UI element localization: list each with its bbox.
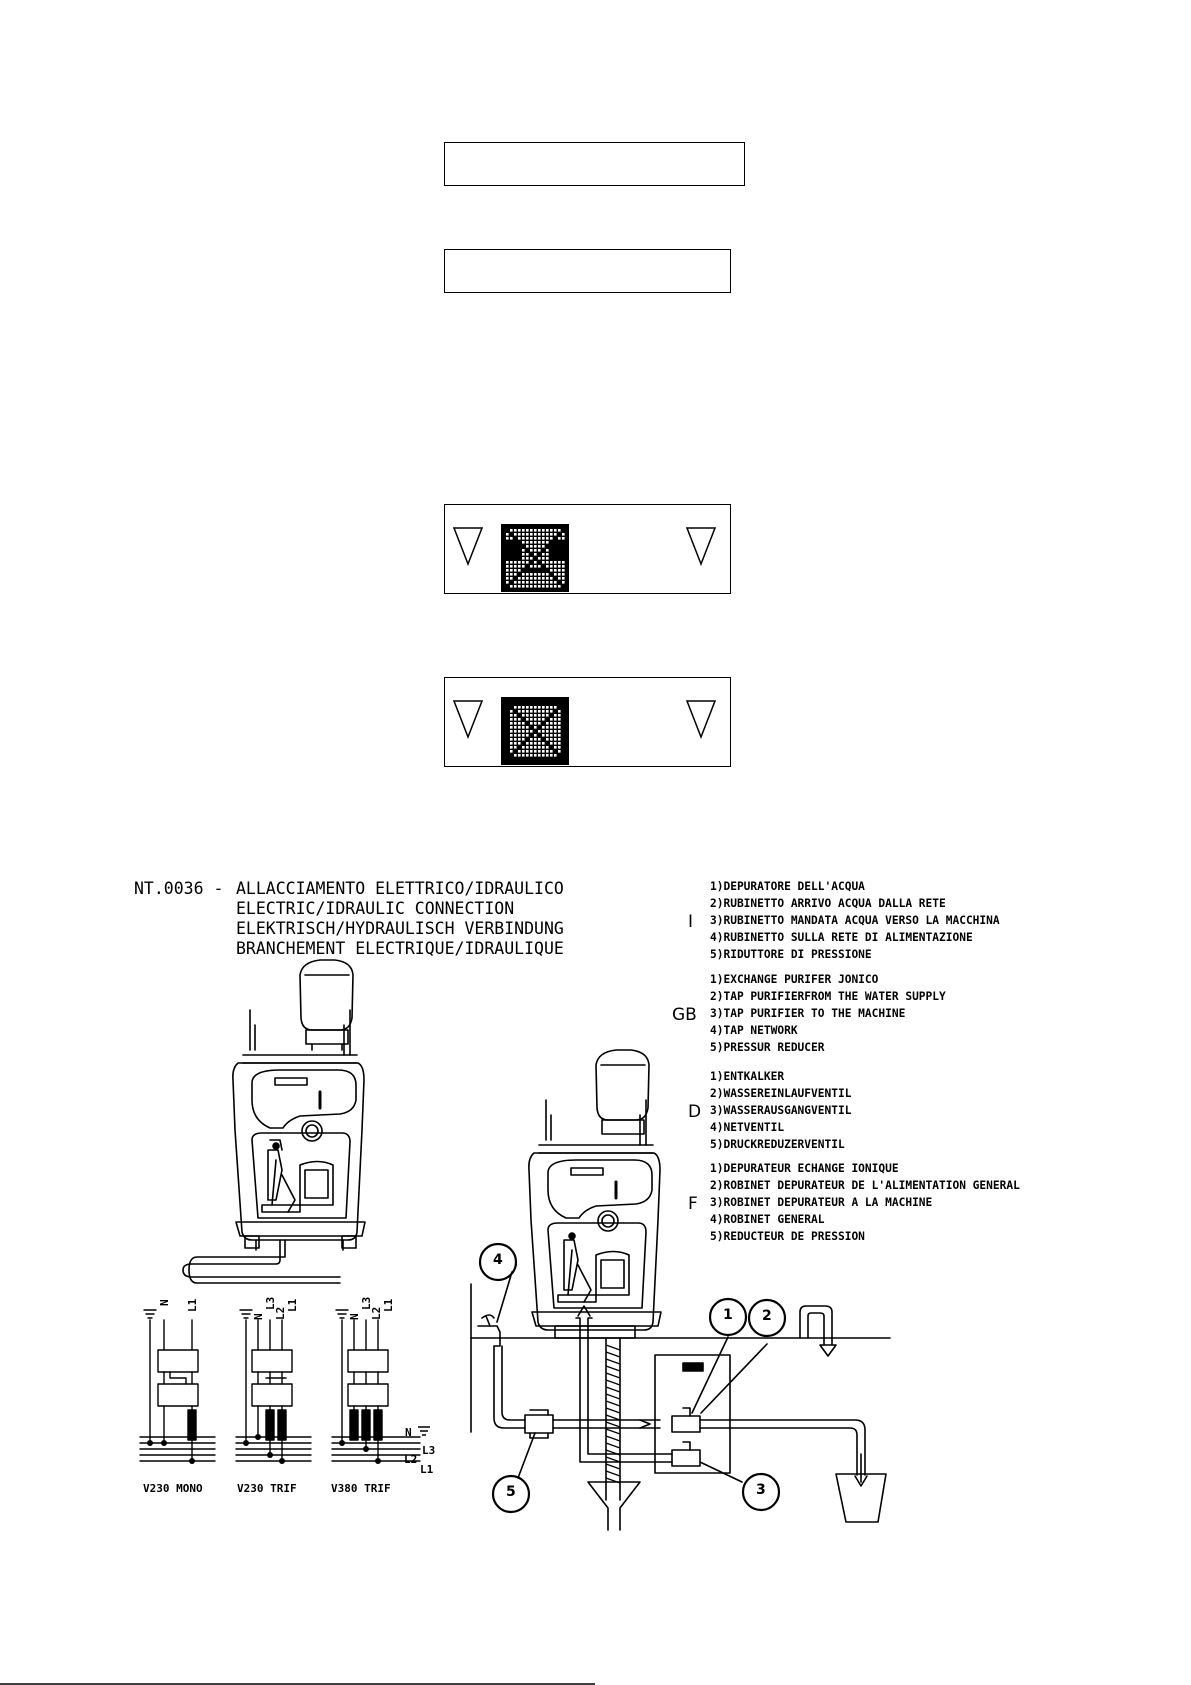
callout-number: 2 xyxy=(762,1308,772,1324)
plumbing-diagram xyxy=(471,1272,890,1530)
legend-item: 3)TAP PURIFIER TO THE MACHINE xyxy=(710,1007,906,1020)
document-code: NT.0036 - xyxy=(134,879,224,898)
bus-label: L2 xyxy=(404,1453,418,1466)
legend-item: 1)DEPURATEUR ECHANGE IONIQUE xyxy=(710,1162,899,1175)
callout-number: 1 xyxy=(723,1307,733,1323)
terminal-label: N xyxy=(158,1299,171,1306)
terminal-label: L3 xyxy=(360,1296,373,1310)
legend-item: 2)ROBINET DEPURATEUR DE L'ALIMENTATION GENERAL xyxy=(710,1179,1020,1192)
terminal-label: L1 xyxy=(286,1298,299,1312)
terminal-label: N xyxy=(252,1313,265,1320)
legend-item: 5)RIDUTTORE DI PRESSIONE xyxy=(710,948,872,961)
legend-item: 5)PRESSUR REDUCER xyxy=(710,1041,825,1054)
wiring-label: V230 MONO xyxy=(143,1482,203,1495)
legend-item: 4)RUBINETTO SULLA RETE DI ALIMENTAZIONE xyxy=(710,931,973,944)
language-code: GB xyxy=(672,1005,697,1025)
legend-item: 3)RUBINETTO MANDATA ACQUA VERSO LA MACCHINA xyxy=(710,914,1000,927)
terminal-label: L1 xyxy=(186,1298,199,1312)
language-code: D xyxy=(688,1102,702,1122)
callout-number: 4 xyxy=(493,1252,503,1268)
callout-number: 5 xyxy=(506,1484,516,1500)
legend-item: 2)RUBINETTO ARRIVO ACQUA DALLA RETE xyxy=(710,897,946,910)
bus-label: L1 xyxy=(420,1463,434,1476)
terminal-label: L3 xyxy=(264,1296,277,1310)
bus-label: N xyxy=(405,1426,412,1439)
legend-item: 5)REDUCTEUR DE PRESSION xyxy=(710,1230,865,1243)
legend-item: 1)ENTKALKER xyxy=(710,1070,785,1083)
terminal-label: L2 xyxy=(274,1306,287,1320)
legend-item: 1)EXCHANGE PURIFER JONICO xyxy=(710,973,879,986)
legend-item: 1)DEPURATORE DELL'ACQUA xyxy=(710,880,865,893)
legend-item: 4)NETVENTIL xyxy=(710,1121,785,1134)
language-code: I xyxy=(688,912,694,932)
wiring-diagrams xyxy=(140,1310,420,1461)
header-title-fr: BRANCHEMENT ELECTRIQUE/IDRAULIQUE xyxy=(236,939,564,958)
legend-item: 2)WASSEREINLAUFVENTIL xyxy=(710,1087,852,1100)
legend-item: 4)TAP NETWORK xyxy=(710,1024,798,1037)
terminal-label: L1 xyxy=(382,1298,395,1312)
coffee-machine-illustration-left xyxy=(183,960,365,1283)
bus-label: L3 xyxy=(422,1444,436,1457)
callout-circles xyxy=(480,1244,785,1512)
wiring-label: V380 TRIF xyxy=(331,1482,391,1495)
terminal-label: L2 xyxy=(370,1306,383,1320)
terminal-label: N xyxy=(348,1313,361,1320)
coffee-machine-illustration-right xyxy=(529,1050,661,1338)
header-title-en: ELECTRIC/IDRAULIC CONNECTION xyxy=(236,899,515,918)
wiring-label: V230 TRIF xyxy=(237,1482,297,1495)
ground-icon xyxy=(417,1426,431,1436)
header-title-it: ALLACCIAMENTO ELETTRICO/IDRAULICO xyxy=(236,879,564,898)
legend-item: 4)ROBINET GENERAL xyxy=(710,1213,825,1226)
legend-item: 2)TAP PURIFIERFROM THE WATER SUPPLY xyxy=(710,990,946,1003)
header-title-de: ELEKTRISCH/HYDRAULISCH VERBINDUNG xyxy=(236,919,564,938)
legend-item: 3)WASSERAUSGANGVENTIL xyxy=(710,1104,852,1117)
language-code: F xyxy=(688,1194,698,1214)
callout-number: 3 xyxy=(756,1482,766,1498)
legend-item: 3)ROBINET DEPURATEUR A LA MACHINE xyxy=(710,1196,933,1209)
legend-item: 5)DRUCKREDUZERVENTIL xyxy=(710,1138,845,1151)
